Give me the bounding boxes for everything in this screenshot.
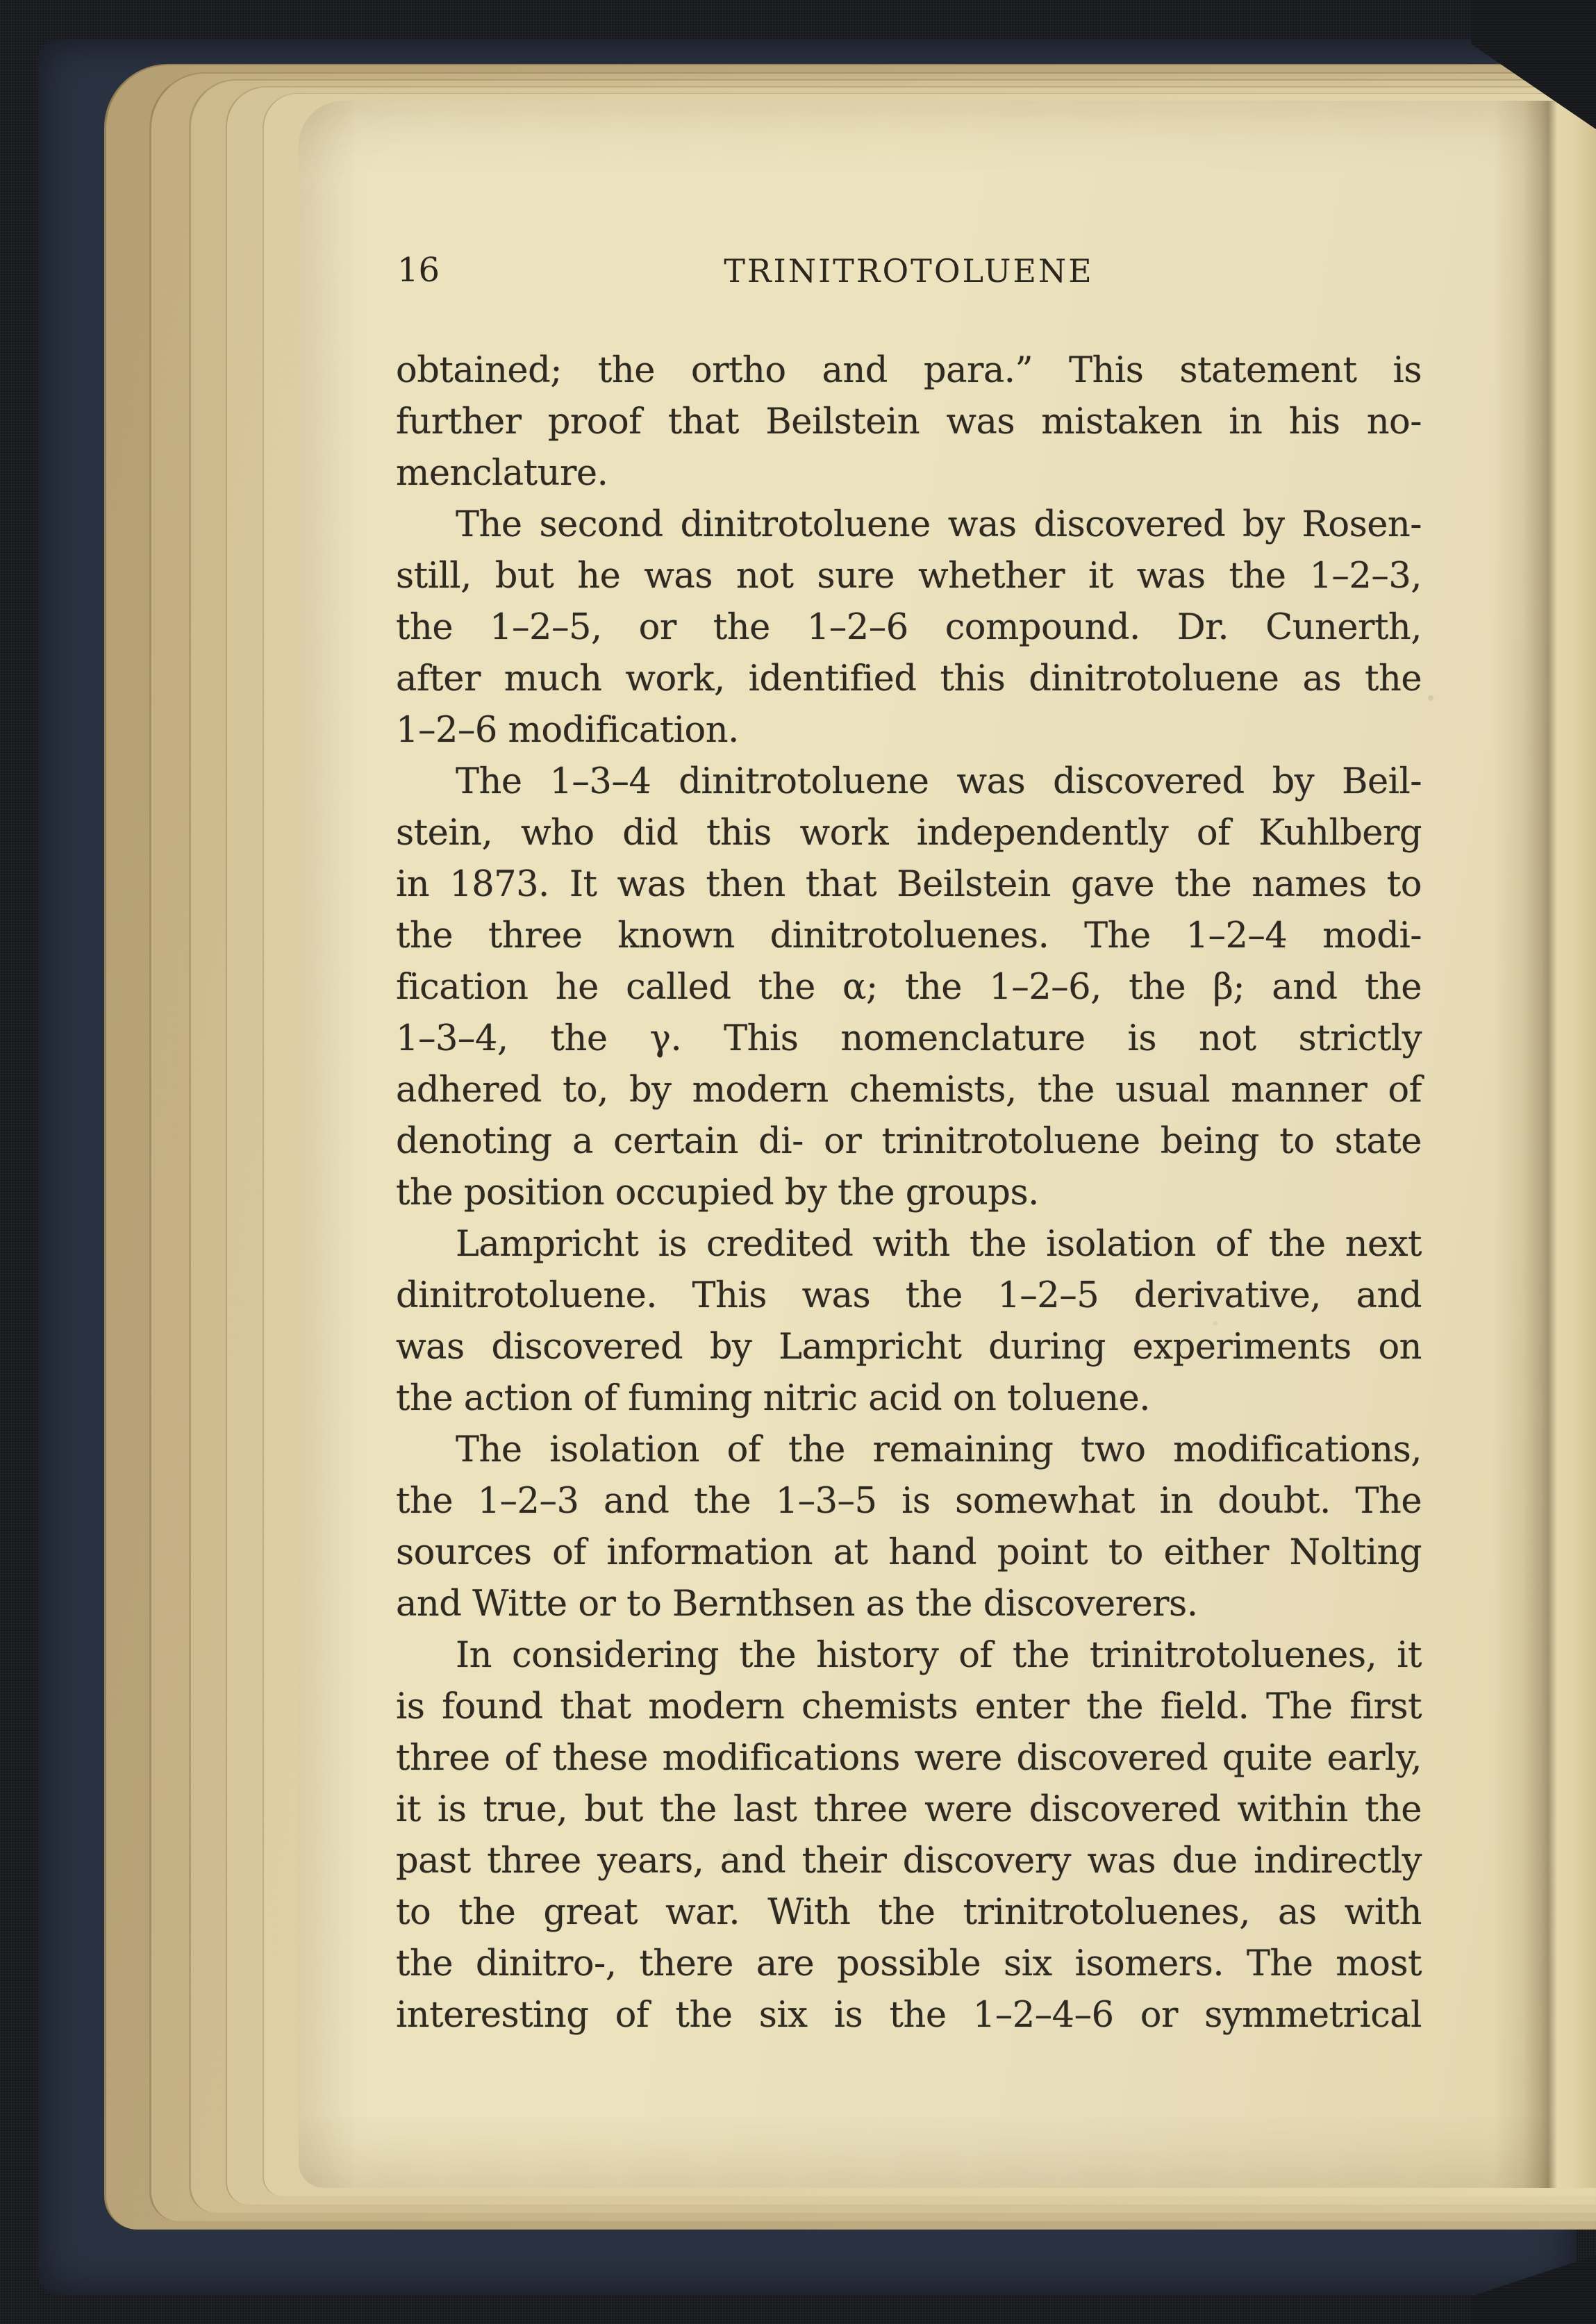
text-line: obtained; the ortho and para.” This statement is: [396, 350, 1422, 391]
text-line: the three known dinitrotoluenes. The 1–2–4 modi-: [396, 915, 1422, 956]
text-line: after much work, identified this dinitrotoluene as the: [396, 658, 1422, 699]
gutter-fold: [1492, 101, 1596, 2188]
text-line: stein, who did this work independently of Kuhlberg: [396, 813, 1422, 854]
text-line: The second dinitrotoluene was discovered by Rosen-: [456, 504, 1422, 545]
text-line: three of these modifications were discovered quite early,: [396, 1738, 1422, 1779]
running-title: TRINITROTOLUENE: [724, 252, 1094, 290]
text-line: the action of fuming nitric acid on toluene.: [396, 1378, 1150, 1419]
text-line: denoting a certain di- or trinitrotoluene being to state: [396, 1121, 1422, 1162]
text-line: 1–2–6 modification.: [396, 710, 739, 751]
page-text: [396, 345, 1422, 2041]
text-line: dinitrotoluene. This was the 1–2–5 derivative, and: [396, 1275, 1422, 1316]
text-line: Lampricht is credited with the isolation of the next: [456, 1224, 1422, 1265]
text-line: interesting of the six is the 1–2–4–6 or symmetrical: [396, 1995, 1422, 2036]
text-line: was discovered by Lampricht during experiments on: [396, 1327, 1422, 1368]
page-header: [396, 248, 1422, 291]
book-page: [299, 101, 1596, 2188]
text-line: to the great war. With the trinitrotoluenes, as with: [396, 1892, 1422, 1933]
text-line: the position occupied by the groups.: [396, 1172, 1039, 1213]
text-line: the dinitro-, there are possible six isomers. The most: [396, 1943, 1422, 1984]
text-line: The 1–3–4 dinitrotoluene was discovered by Beil-: [456, 761, 1422, 802]
text-line: still, but he was not sure whether it was the 1–2–3,: [396, 556, 1422, 597]
text-line: the 1–2–3 and the 1–3–5 is somewhat in doubt. The: [396, 1481, 1422, 1522]
text-line: further proof that Beilstein was mistaken in his no-: [396, 401, 1422, 442]
text-line: adhered to, by modern chemists, the usual manner of: [396, 1070, 1422, 1111]
text-line: sources of information at hand point to either Nolting: [396, 1532, 1422, 1573]
text-line: 1–3–4, the γ. This nomenclature is not strictly: [396, 1018, 1422, 1059]
text-line: it is true, but the last three were discovered within the: [396, 1789, 1422, 1830]
text-line: and Witte or to Bernthsen as the discoverers.: [396, 1584, 1198, 1625]
text-line: The isolation of the remaining two modifications,: [456, 1429, 1422, 1470]
page-number: 16: [397, 251, 440, 290]
text-line: is found that modern chemists enter the field. The first: [396, 1686, 1422, 1727]
text-line: fication he called the α; the 1–2–6, the β; and the: [396, 967, 1422, 1008]
text-line: past three years, and their discovery was due indirectly: [396, 1841, 1422, 1882]
text-line: in 1873. It was then that Beilstein gave the names to: [396, 864, 1422, 905]
text-line: In considering the history of the trinitrotoluenes, it: [456, 1635, 1422, 1676]
text-line: menclature.: [396, 453, 608, 494]
text-line: the 1–2–5, or the 1–2–6 compound. Dr. Cunerth,: [396, 607, 1422, 648]
